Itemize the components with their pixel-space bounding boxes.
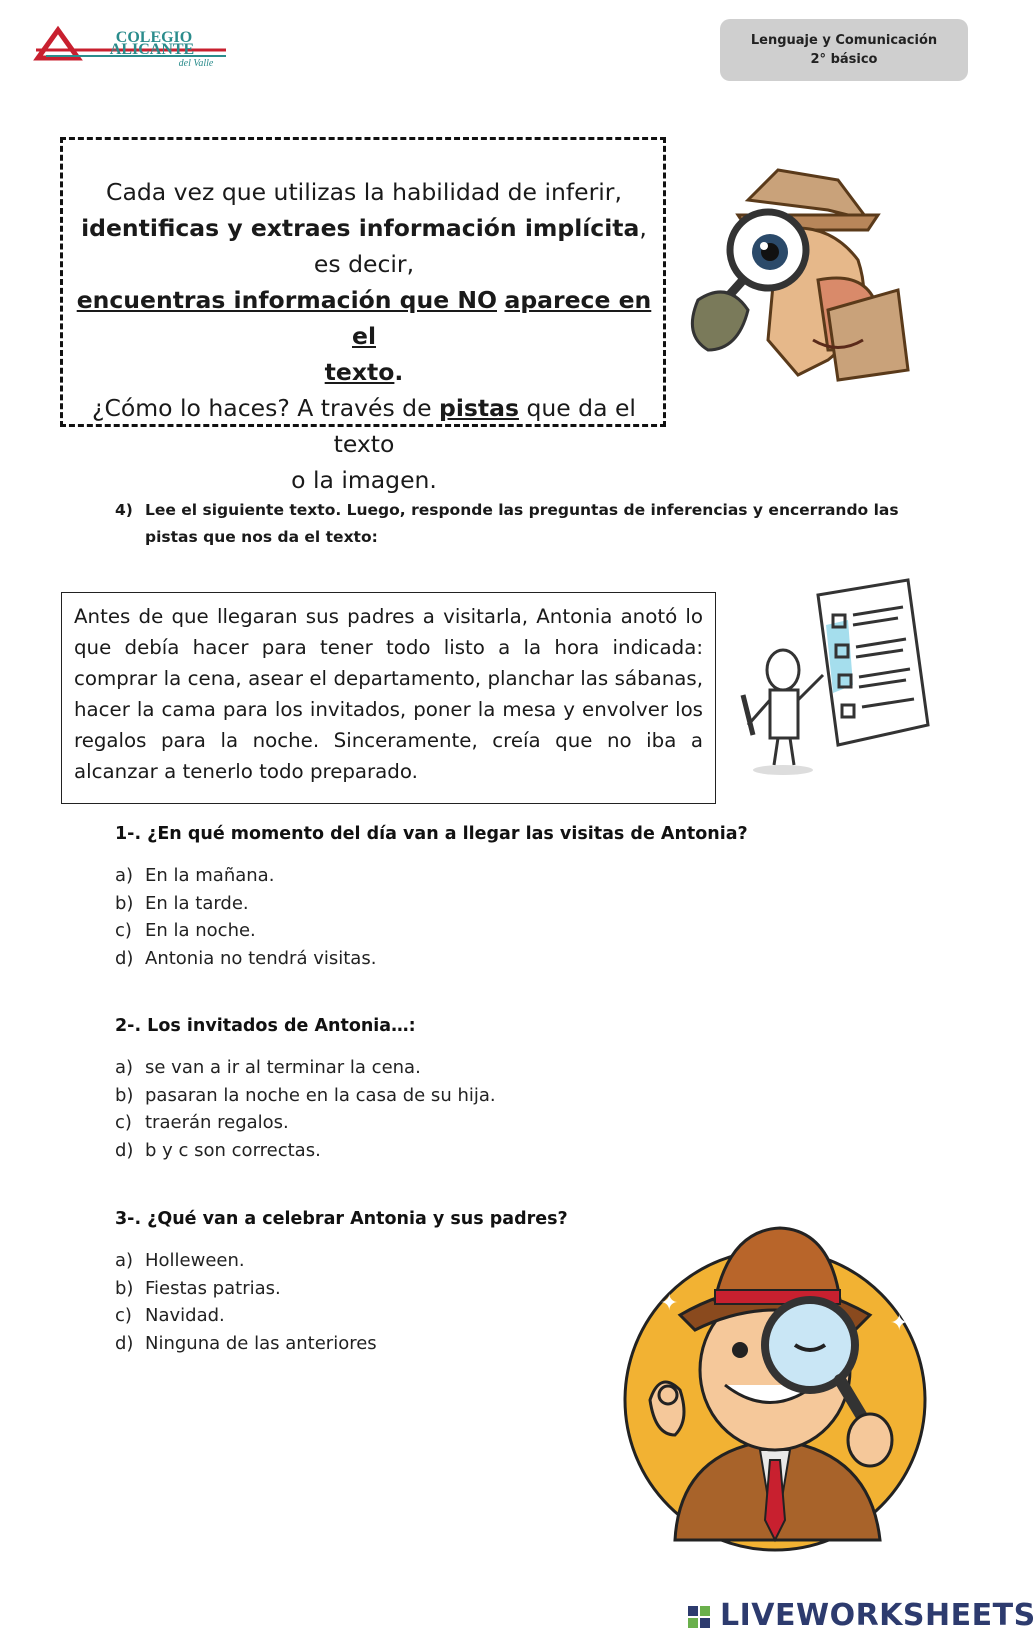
logo-line2: ALICANTE	[109, 41, 195, 58]
instruction	[115, 497, 920, 551]
intro-line5: ¿Cómo lo haces? A través de pistas que da el texto	[92, 394, 636, 458]
checklist-illustration	[738, 575, 936, 785]
option-2b[interactable]: b) pasaran la noche en la casa de su hija.	[115, 1084, 496, 1106]
intro-line3: encuentras información que NO aparece en el	[76, 286, 652, 350]
reading-passage: Antes de que llegaran sus padres a visitarla, Antonia anotó lo que debía hacer para tener todo listo a la hora indicada: comprar la cena, asear el departamento, planchar las sábanas, hacer la cama para los invitados, poner la mesa y envolver los regalos para la noche. Sinceramente, creía que no iba a alcanzar a tenerlo todo preparado.	[61, 592, 716, 804]
option-2d[interactable]: d) b y c son correctas.	[115, 1139, 321, 1161]
svg-text:✦: ✦	[660, 1290, 679, 1315]
intro-line2: identificas y extraes información implícita, es decir,	[81, 214, 647, 278]
logo-line1: COLEGIO	[115, 29, 193, 46]
option-1b[interactable]: b) En la tarde.	[115, 892, 249, 914]
instruction-number: 4)	[115, 501, 133, 519]
question-3-options	[115, 1247, 377, 1357]
logo-line3: del Valle	[178, 58, 214, 69]
option-1c[interactable]: c) En la noche.	[115, 920, 256, 941]
liveworksheets-icon	[688, 1606, 710, 1628]
question-2-title: 2-. Los invitados de Antonia…:	[115, 1016, 416, 1036]
svg-text:✦: ✦	[890, 1310, 909, 1335]
school-logo	[36, 26, 236, 70]
liveworksheets-brand[interactable]: LIVEWORKSHEETS	[720, 1598, 1036, 1633]
option-3c[interactable]: c) Navidad.	[115, 1305, 225, 1326]
grade-label: 2° básico	[810, 52, 878, 67]
instruction-text: Lee el siguiente texto. Luego, responde las preguntas de inferencias y encerrando las pistas que nos da el texto:	[145, 501, 899, 546]
subject-label	[720, 19, 968, 81]
option-2c[interactable]: c) traerán regalos.	[115, 1112, 289, 1133]
option-2a[interactable]: a) se van a ir al terminar la cena.	[115, 1057, 421, 1078]
intro-line1: Cada vez que utilizas la habilidad de inferir,	[106, 178, 622, 206]
option-1a[interactable]: a) En la mañana.	[115, 865, 275, 886]
option-1d[interactable]: d) Antonia no tendrá visitas.	[115, 947, 377, 969]
detective-magnifier-illustration	[678, 160, 918, 390]
intro-line4: texto.	[324, 358, 404, 386]
intro-text	[72, 174, 656, 498]
option-3d[interactable]: d) Ninguna de las anteriores	[115, 1332, 377, 1354]
option-3b[interactable]: b) Fiestas patrias.	[115, 1277, 281, 1299]
detective-boy-illustration	[620, 1220, 940, 1570]
question-2-options	[115, 1054, 496, 1164]
subject-name: Lenguaje y Comunicación	[750, 33, 938, 48]
option-3a[interactable]: a) Holleween.	[115, 1250, 245, 1271]
question-3-title: 3-. ¿Qué van a celebrar Antonia y sus padres?	[115, 1209, 568, 1229]
intro-line6: o la imagen.	[291, 466, 437, 494]
question-1-title: 1-. ¿En qué momento del día van a llegar las visitas de Antonia?	[115, 824, 748, 844]
question-1-options	[115, 862, 376, 972]
